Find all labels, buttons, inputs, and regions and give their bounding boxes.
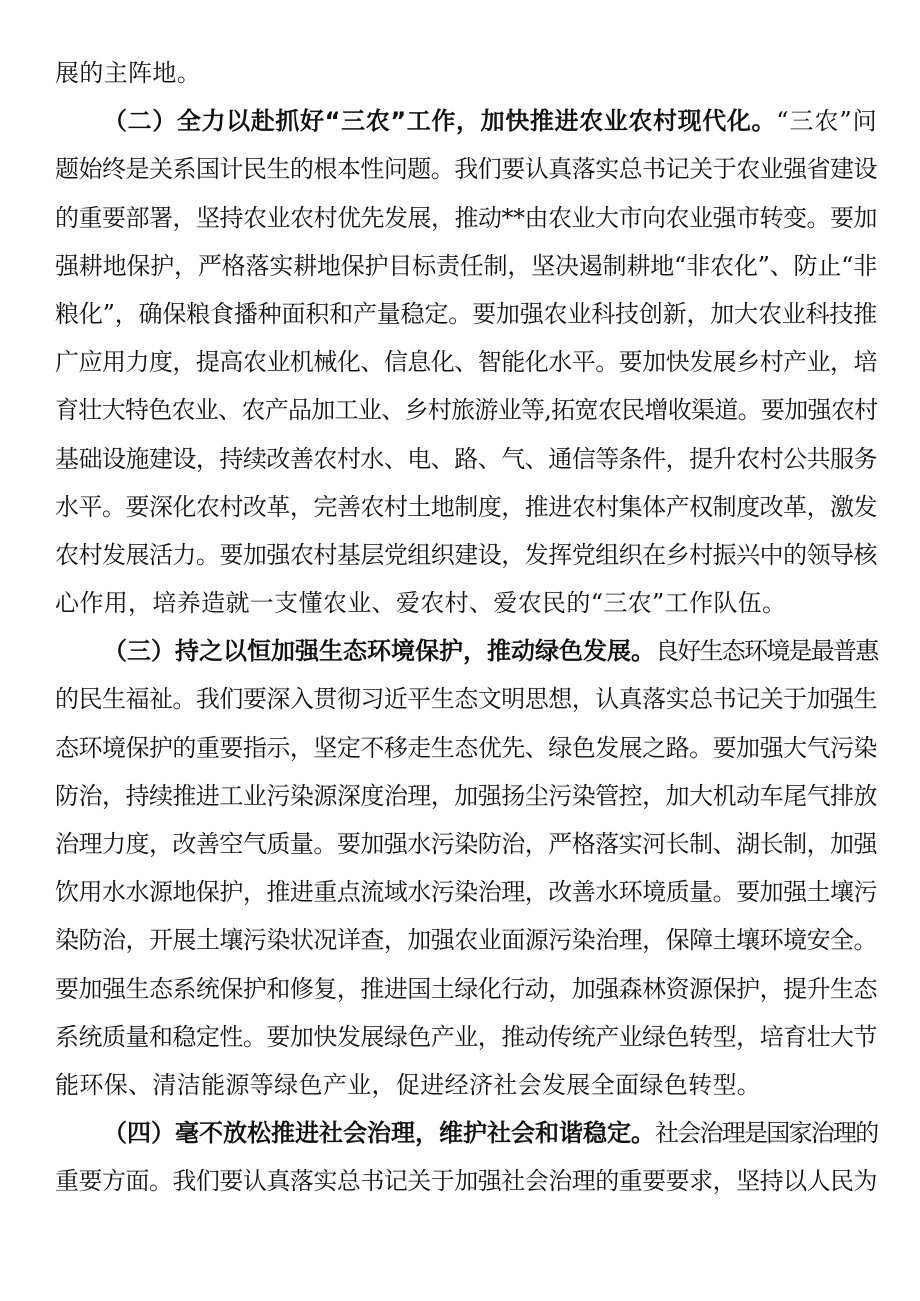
text-line-14: 的民生福祉。我们要深入贯彻习近平生态文明思想，认真落实总书记关于加强生 xyxy=(55,685,877,714)
text-line-20: 要加强生态系统保护和修复，推进国土绿化行动，加强森林资源保护，提升生态 xyxy=(55,974,877,1003)
section-heading-line-3: （三）持之以恒加强生态环境保护，推动绿色发展。良好生态环境是最普惠 xyxy=(103,637,878,666)
text-line-18: 饮用水水源地保护，推进重点流域水污染治理，改善水环境质量。要加强土壤污 xyxy=(55,878,877,907)
text-line-11: 农村发展活力。要加强农村基层党组织建设，发挥党组织在乡村振兴中的领导核 xyxy=(55,540,877,569)
text-line-4: 的重要部署，坚持农业农村优先发展，推动**由农业大市向农业强市转变。要加 xyxy=(55,203,877,232)
text-line-16: 防治，持续推进工业污染源深度治理，加强扬尘污染管控，加大机动车尾气排放 xyxy=(55,781,877,810)
text-line-15: 态环境保护的重要指示，坚定不移走生态优先、绿色发展之路。要加强大气污染 xyxy=(55,733,877,762)
text-line-21: 系统质量和稳定性。要加快发展绿色产业，推动传统产业绿色转型，培育壮大节 xyxy=(55,1022,877,1051)
text-line-22: 能环保、清洁能源等绿色产业，促进经济社会发展全面绿色转型。 xyxy=(55,1070,762,1099)
text-line-8: 育壮大特色农业、农产品加工业、乡村旅游业等,拓宽农民增收渠道。要加强农村 xyxy=(55,396,878,425)
text-line-12: 心作用，培养造就一支懂农业、爱农村、爱农民的“三农”工作队伍。 xyxy=(55,589,787,618)
text-line-3: 题始终是关系国计民生的根本性问题。我们要认真落实总书记关于农业强省建设 xyxy=(55,155,877,184)
text-line-17: 治理力度，改善空气质量。要加强水污染防治，严格落实河长制、湖长制，加强 xyxy=(55,830,877,858)
text-line-7: 广应用力度，提高农业机械化、信息化、智能化水平。要加快发展乡村产业，培 xyxy=(55,348,877,377)
text-line-9: 基础设施建设，持续改善农村水、电、路、气、通信等条件，提升农村公共服务 xyxy=(55,444,877,473)
section-heading-line-2: （二）全力以赴抓好“三农”工作，加快推进农业农村现代化。“三农”问 xyxy=(103,107,877,136)
text-line-5: 强耕地保护，严格落实耕地保护目标责任制，坚决遏制耕地“非农化”、防止“非 xyxy=(55,251,877,280)
text-line-1: 展的主阵地。 xyxy=(55,59,202,87)
section-heading-4: （四）毫不放松推进社会治理，维护社会和谐稳定。 xyxy=(103,1119,655,1148)
text-line-19: 染防治，开展土壤污染状况详查，加强农业面源污染治理，保障土壤环境安全。 xyxy=(55,926,877,955)
text-line-6: 粮化”，确保粮食播种面积和产量稳定。要加强农业科技创新，加大农业科技推 xyxy=(55,299,877,328)
text-line-10: 水平。要深化农村改革，完善农村土地制度，推进农村集体产权制度改革，激发 xyxy=(55,492,877,521)
text-line-24: 重要方面。我们要认真落实总书记关于加强社会治理的重要要求，坚持以人民为 xyxy=(55,1167,877,1196)
section-heading-line-4: （四）毫不放松推进社会治理，维护社会和谐稳定。社会治理是国家治理的 xyxy=(103,1119,878,1148)
document-body xyxy=(55,49,877,1206)
section-heading-3: （三）持之以恒加强生态环境保护，推动绿色发展。 xyxy=(103,637,655,666)
section-heading-2: （二）全力以赴抓好“三农”工作，加快推进农业农村现代化。 xyxy=(103,107,777,136)
